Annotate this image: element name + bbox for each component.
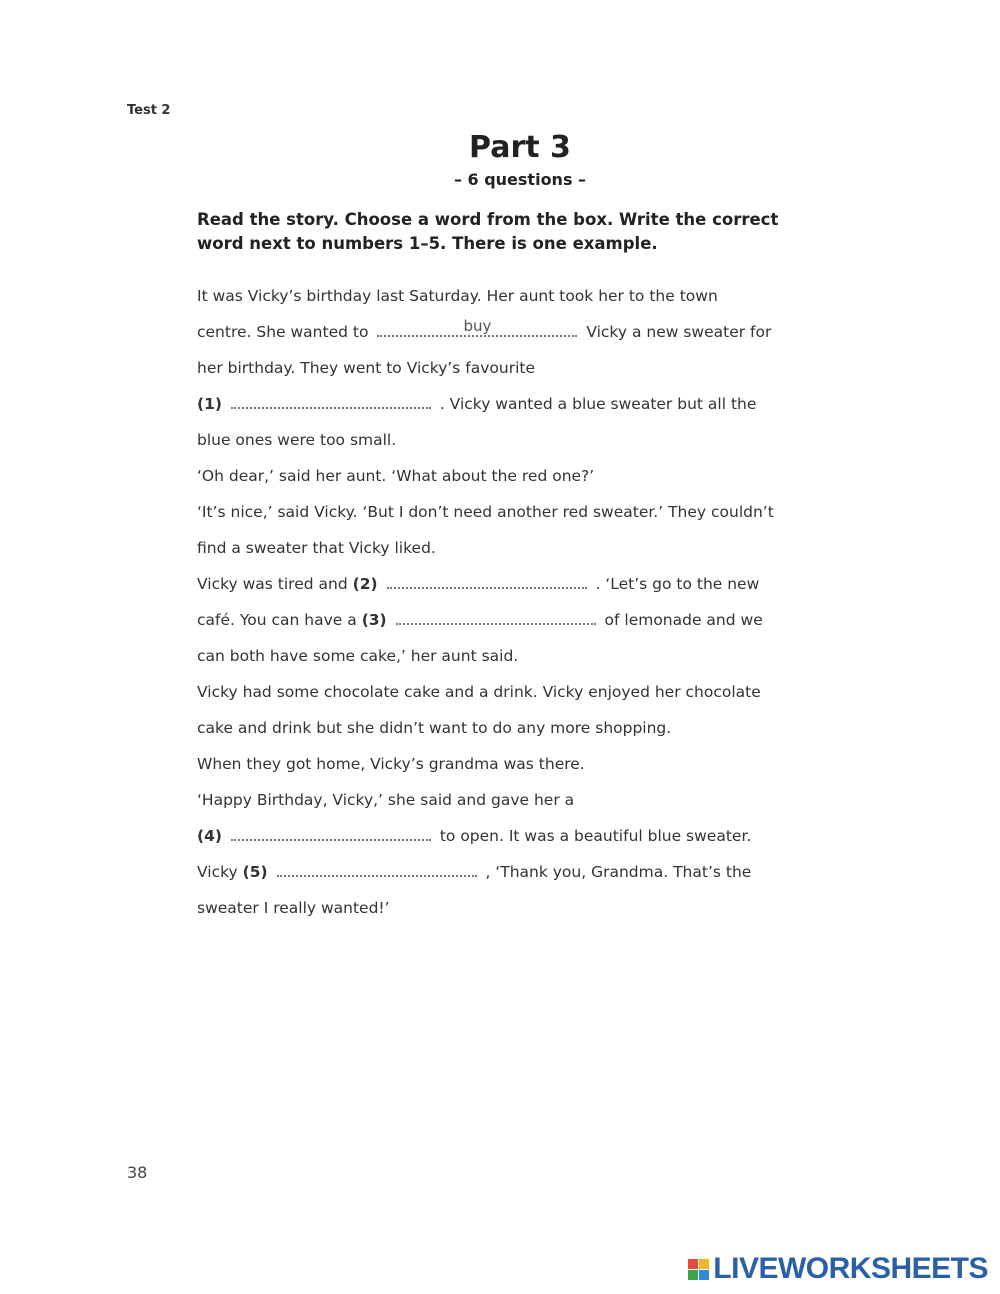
story-line xyxy=(197,643,807,679)
question-number-1: (1) xyxy=(197,395,222,413)
story-line xyxy=(197,787,807,823)
story-text-line: can both have some cake,’ her aunt said. xyxy=(197,647,519,665)
story-line xyxy=(197,283,807,319)
example-answer: buy xyxy=(463,317,492,335)
answer-field-3[interactable] xyxy=(396,609,596,625)
story-text-line: Vicky was tired and xyxy=(197,575,348,593)
story-line xyxy=(197,823,807,859)
story-text-line: Vicky xyxy=(197,863,238,881)
answer-field-1[interactable] xyxy=(231,393,431,409)
story-line xyxy=(197,535,807,571)
answer-field-4[interactable] xyxy=(231,825,431,841)
story-line xyxy=(197,499,807,535)
test-label: Test 2 xyxy=(127,103,171,118)
question-number-5: (5) xyxy=(242,863,268,881)
part-title: Part 3 xyxy=(469,130,571,165)
story-text-line: ‘It’s nice,’ said Vicky. ‘But I don’t need another red sweater.’ They couldn’t xyxy=(197,503,774,521)
brand-name: LIVEWORKSHEETS xyxy=(713,1252,988,1285)
story-line xyxy=(197,571,807,607)
story-text-line: . ‘Let’s go to the new xyxy=(595,575,760,593)
story-text xyxy=(197,283,807,931)
logo-square-icon xyxy=(699,1270,709,1280)
logo-square-icon xyxy=(688,1259,698,1269)
story-line xyxy=(197,463,807,499)
story-line xyxy=(197,895,807,931)
story-text-line: It was Vicky’s birthday last Saturday. Her aunt took her to the town xyxy=(197,287,718,305)
story-text-line: of lemonade and we xyxy=(604,611,763,629)
story-text-line: café. You can have a xyxy=(197,611,357,629)
story-line xyxy=(197,607,807,643)
story-text-line: , ‘Thank you, Grandma. That’s the xyxy=(485,863,752,881)
liveworksheets-logo[interactable] xyxy=(688,1252,988,1286)
answer-field-2[interactable] xyxy=(387,573,587,589)
story-line xyxy=(197,679,807,715)
page-number: 38 xyxy=(127,1163,148,1182)
story-text-line: . Vicky wanted a blue sweater but all the xyxy=(439,395,757,413)
question-number-2: (2) xyxy=(352,575,378,593)
story-text-line: Vicky had some chocolate cake and a drink. Vicky enjoyed her chocolate xyxy=(197,683,761,701)
instructions: Read the story. Choose a word from the box. Write the correct word next to numbers 1–5. There is one example. xyxy=(197,210,779,253)
story-line xyxy=(197,319,807,355)
part-subtitle: – 6 questions – xyxy=(453,170,587,189)
story-text-line: find a sweater that Vicky liked. xyxy=(197,539,436,557)
answer-field-5[interactable] xyxy=(277,861,477,877)
story-line xyxy=(197,751,807,787)
story-text-line: cake and drink but she didn’t want to do any more shopping. xyxy=(197,719,672,737)
story-text-line: Vicky a new sweater for xyxy=(586,323,772,341)
logo-square-icon xyxy=(688,1270,698,1280)
story-line xyxy=(197,859,807,895)
story-text-line: to open. It was a beautiful blue sweater. xyxy=(439,827,752,845)
example-answer-field xyxy=(377,317,577,337)
liveworksheets-logo-icon xyxy=(688,1259,709,1280)
logo-square-icon xyxy=(699,1259,709,1269)
story-line xyxy=(197,391,807,427)
question-number-4: (4) xyxy=(197,827,222,845)
story-text-line: her birthday. They went to Vicky’s favourite xyxy=(197,359,536,377)
question-number-3: (3) xyxy=(361,611,387,629)
story-line xyxy=(197,355,807,391)
story-text-line: sweater I really wanted!’ xyxy=(197,899,390,917)
story-text-line: ‘Oh dear,’ said her aunt. ‘What about the red one?’ xyxy=(197,467,595,485)
story-text-line: ‘Happy Birthday, Vicky,’ she said and gave her a xyxy=(197,791,575,809)
story-text-line: When they got home, Vicky’s grandma was there. xyxy=(197,755,585,773)
story-text-line: blue ones were too small. xyxy=(197,431,397,449)
story-text-line: centre. She wanted to xyxy=(197,323,369,341)
story-line xyxy=(197,715,807,751)
story-line xyxy=(197,427,807,463)
